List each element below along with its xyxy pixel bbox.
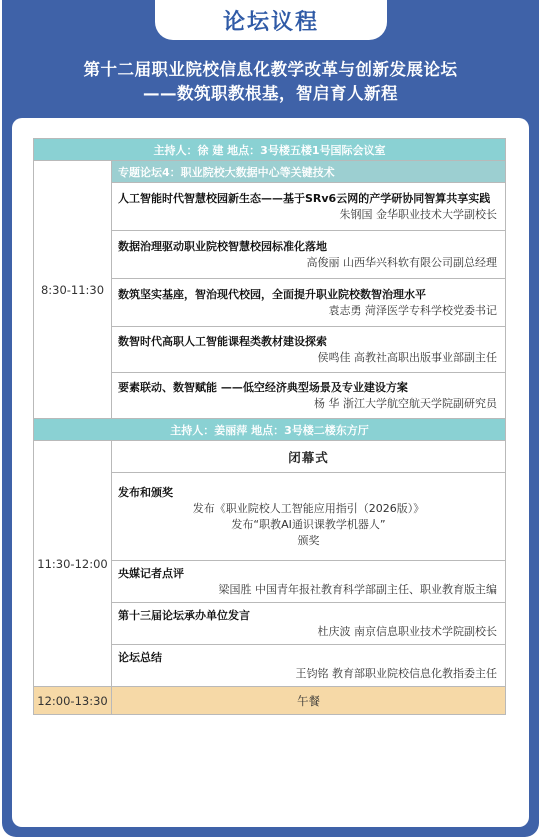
item-speaker: 王钧铭 教育部职业院校信息化教指委主任 xyxy=(295,667,497,680)
time-slot: 8:30-11:30 xyxy=(34,161,112,419)
award-line: 发布《职业院校人工智能应用指引（2026版）》 xyxy=(192,502,425,515)
title-tab xyxy=(155,0,387,40)
talk-speaker: 朱钢国 金华职业技术大学副校长 xyxy=(339,208,497,221)
award-line: 颁奖 xyxy=(297,534,320,547)
host-info: 主持人：徐 建 地点：3号楼五楼1号国际会议室 xyxy=(34,139,506,161)
award-title: 发布和颁奖 xyxy=(118,486,173,499)
agenda-table xyxy=(33,138,506,715)
host-info: 主持人：姜丽萍 地点：3号楼二楼东方厅 xyxy=(34,419,506,441)
award-line: 发布“职教AI通识课教学机器人” xyxy=(231,518,386,531)
lunch-row xyxy=(34,687,506,715)
time-slot: 11:30-12:00 xyxy=(34,441,112,687)
lunch-time: 12:00-13:30 xyxy=(34,687,112,715)
item-title: 第十三届论坛承办单位发言 xyxy=(118,609,250,622)
host-row xyxy=(34,419,506,441)
talk-title: 数智时代高职人工智能课程类教材建设探索 xyxy=(118,335,327,348)
talk-speaker: 侯鸣佳 高教社高职出版事业部副主任 xyxy=(317,351,497,364)
lunch-label: 午餐 xyxy=(112,687,506,715)
talk-title: 要素联动、数智赋能 ——低空经济典型场景及专业建设方案 xyxy=(118,381,408,394)
talk-speaker: 杨 华 浙江大学航空航天学院副研究员 xyxy=(314,397,497,410)
page-title: 论坛议程 xyxy=(222,9,319,35)
item-speaker: 梁国胜 中国青年报社教育科学部副主任、职业教育版主编 xyxy=(218,583,497,596)
forum-name: 第十二届职业院校信息化教学改革与创新发展论坛 xyxy=(83,60,458,79)
item-speaker: 杜庆波 南京信息职业技术学院副校长 xyxy=(317,625,497,638)
forum-theme: ——数筑职教根基，智启育人新程 xyxy=(143,84,398,103)
talk-title: 人工智能时代智慧校园新生态——基于SRv6云网的产学研协同智算共享实践 xyxy=(118,192,491,205)
forum-header: 专题论坛4：职业院校大数据中心等关键技术 xyxy=(112,161,506,183)
item-title: 论坛总结 xyxy=(118,651,162,664)
item-title: 央媒记者点评 xyxy=(118,567,184,580)
host-row xyxy=(34,139,506,161)
talk-speaker: 袁志勇 菏泽医学专科学校党委书记 xyxy=(328,304,497,317)
closing-ceremony-title: 闭幕式 xyxy=(112,441,506,473)
talk-title: 数筑坚实基座，智治现代校园，全面提升职业院校数智治理水平 xyxy=(118,288,426,301)
talk-title: 数据治理驱动职业院校智慧校园标准化落地 xyxy=(118,240,327,253)
talk-speaker: 高俊丽 山西华兴科软有限公司副总经理 xyxy=(306,256,497,269)
